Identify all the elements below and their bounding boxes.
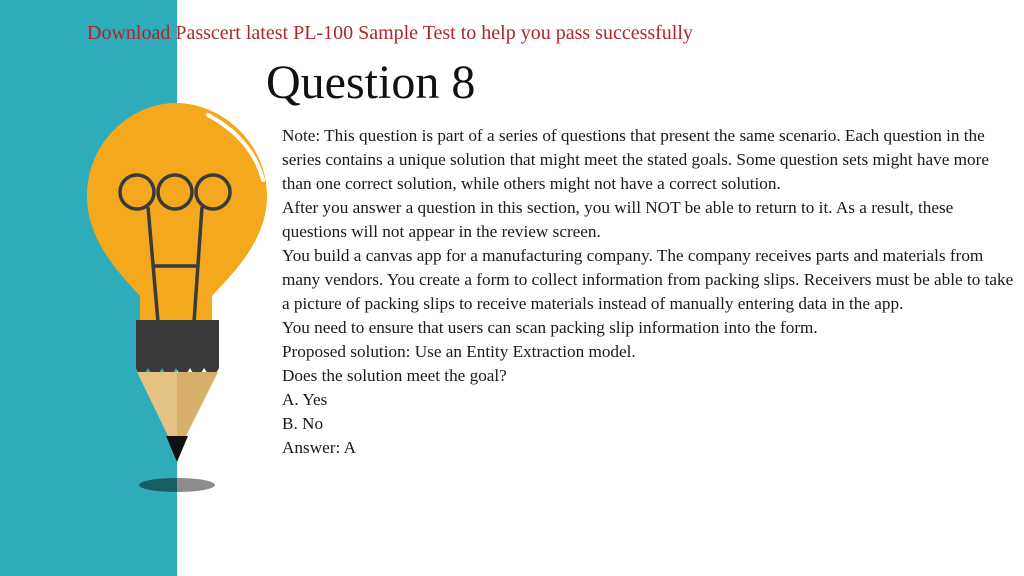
requirement-paragraph: You need to ensure that users can scan packing slip information into the form. (282, 318, 818, 337)
promo-banner: Download Passcert latest PL-100 Sample Test to help you pass successfully (87, 22, 693, 44)
option-a: A. Yes (282, 390, 328, 409)
question-body (282, 124, 1020, 460)
scenario-paragraph: You build a canvas app for a manufacturing company. The company receives parts and materials from many vendors. You create a form to collect information from packing slips. Receivers must be able to take a picture of packing slips to receive materials instead of manually entering data in the app. (282, 246, 1014, 313)
pencil-tip (166, 436, 188, 462)
proposed-solution: Proposed solution: Use an Entity Extraction model. (282, 342, 636, 361)
note-paragraph: Note: This question is part of a series of questions that present the same scenario. Each question in the series contains a unique solution that might meet the stated goals. Some question sets might have more than one correct solution, while others might not have a correct solution. (282, 126, 989, 193)
warning-paragraph: After you answer a question in this section, you will NOT be able to return to it. As a result, these questions will not appear in the review screen. (282, 198, 954, 241)
answer-line: Answer: A (282, 438, 356, 457)
option-b: B. No (282, 414, 324, 433)
pencil-wood-shade (177, 372, 218, 436)
question-title: Question 8 (266, 56, 476, 109)
question-prompt: Does the solution meet the goal? (282, 366, 507, 385)
shadow-ellipse (139, 478, 215, 492)
lightbulb-pencil-icon (80, 100, 280, 500)
bulb-base (136, 320, 219, 375)
